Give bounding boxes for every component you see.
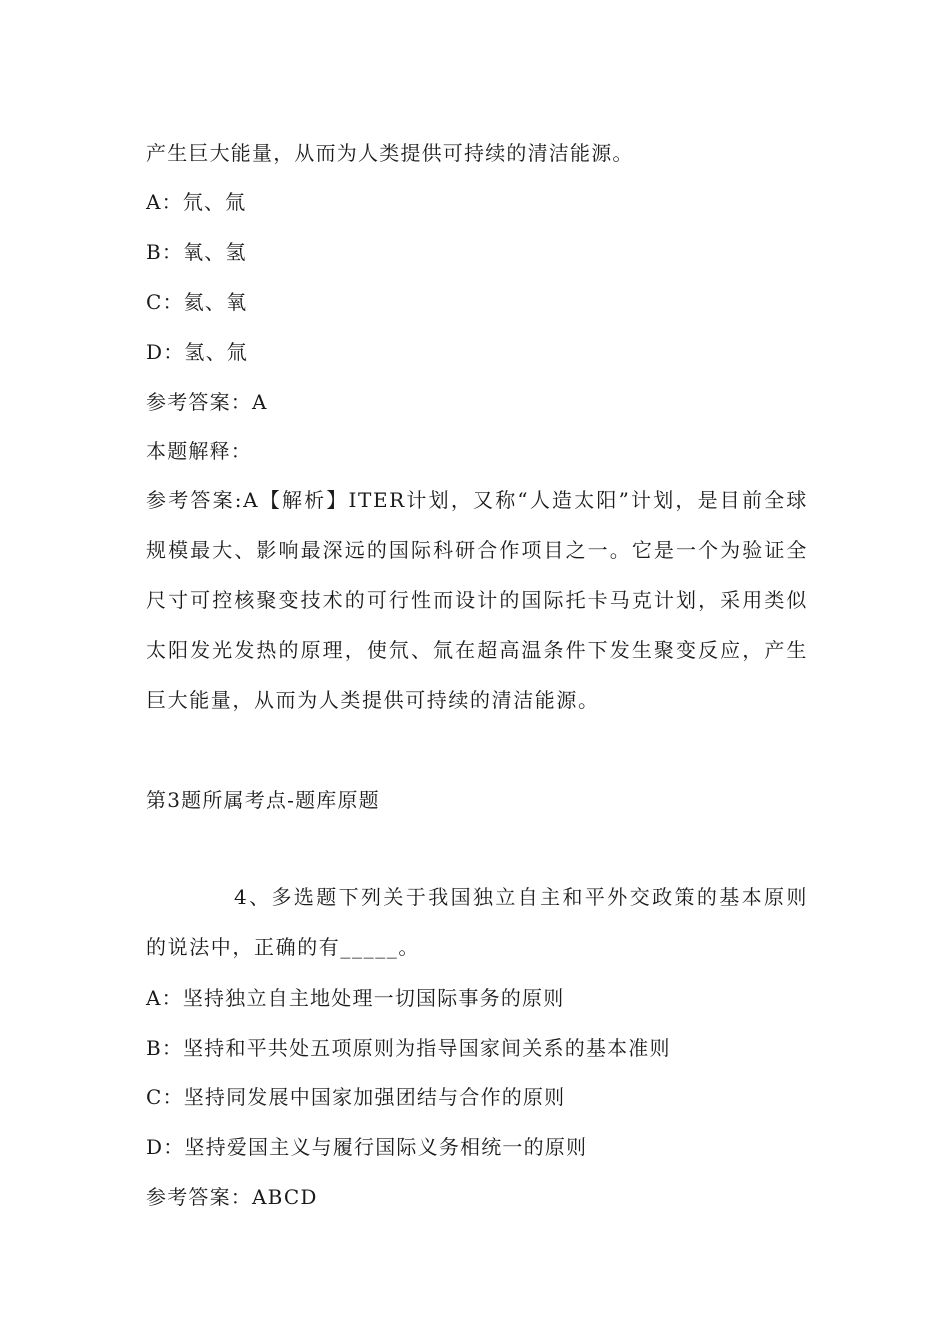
q3-option-c: C：氦、氧 [146,290,248,314]
q3-knowledge-point: 第3题所属考点-题库原题 [146,788,380,812]
q4-stem: 4、多选题下列关于我国独立自主和平外交政策的基本原则的说法中，正确的有_____。 [146,885,808,959]
q3-answer: 参考答案：A [146,390,268,414]
q4-option-c: C：坚持同发展中国家加强团结与合作的原则 [146,1085,566,1109]
q4-option-b: B：坚持和平共处五项原则为指导国家间关系的基本准则 [146,1036,671,1060]
q3-explanation-heading: 本题解释： [146,439,252,463]
q3-explanation: 参考答案:A【解析】ITER计划，又称“人造太阳”计划，是目前全球规模最大、影响最深远的国际科研合作项目之一。它是一个为验证全尺寸可控核聚变技术的可行性而设计的国际托卡马克计划，采用类似太阳发光发热的原理，使氘、氚在超高温条件下发生聚变反应，产生巨大能量，从而为人类提供可持续的清洁能源。 [146,488,808,712]
q3-option-d: D：氢、氚 [146,340,249,364]
q4-option-a: A：坚持独立自主地处理一切国际事务的原则 [146,986,565,1010]
q3-option-a: A：氘、氚 [146,190,247,214]
q4-option-d: D：坚持爱国主义与履行国际义务相统一的原则 [146,1135,588,1159]
q3-option-b: B：氧、氢 [146,240,247,264]
q3-stem-tail: 产生巨大能量，从而为人类提供可持续的清洁能源。 [146,141,634,165]
q4-answer: 参考答案：ABCD [146,1185,318,1209]
